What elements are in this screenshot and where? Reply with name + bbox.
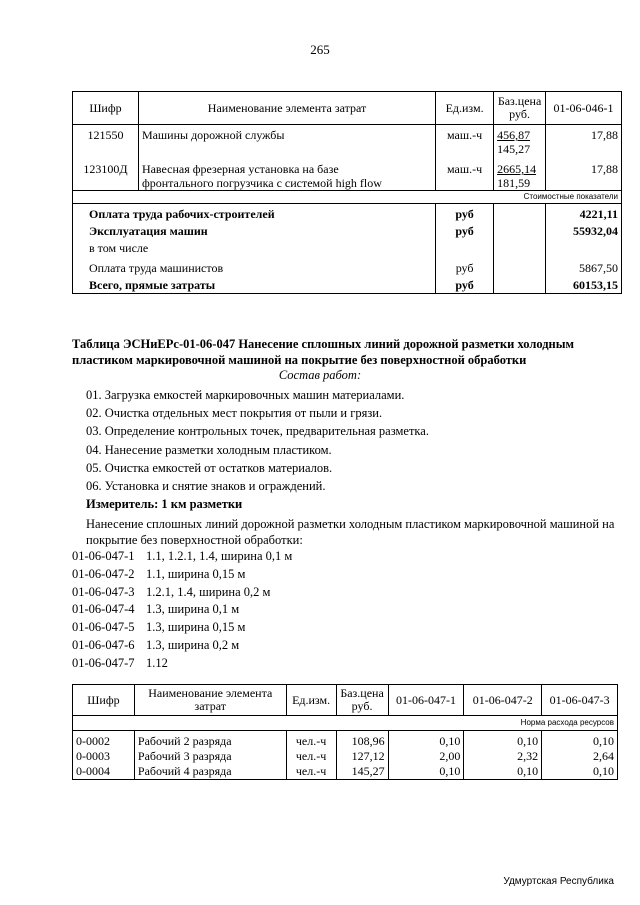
description: Нанесение сплошных линий дорожной разметки холодным пластиком маркировочной машиной на покрытие без поверхностной обработки: — [86, 517, 615, 547]
row-price: 145,27 — [336, 764, 388, 780]
section-row — [73, 716, 618, 731]
summary-empty — [494, 222, 546, 239]
summary-value: 60153,15 — [546, 276, 622, 294]
header-code: Шифр — [73, 92, 139, 125]
row-value: 0,10 — [542, 764, 618, 780]
row-value: 0,10 — [388, 731, 464, 750]
header-price: Баз.цена руб. — [494, 92, 546, 125]
header-norm-code: 01-06-046-1 — [546, 92, 622, 125]
summary-row — [73, 222, 622, 239]
list-item — [72, 548, 292, 566]
section-label: Стоимостные показатели — [73, 191, 622, 204]
work-heading: Состав работ: — [278, 368, 362, 382]
summary-label: Эксплуатация машин — [73, 222, 436, 239]
header-name: Наименование элемента затрат — [138, 92, 435, 125]
section-label: Норма расхода ресурсов — [73, 716, 618, 731]
row-value: 0,10 — [464, 731, 542, 750]
row-price — [494, 156, 546, 191]
header-norm-code: 01-06-047-2 — [464, 685, 542, 716]
list-item: 05. Очистка емкостей от остатков материалов. — [86, 460, 333, 475]
table-title: Таблица ЭСНиЕРс-01-06-047 Нанесение сплошных линий дорожной разметки холодным пластиком маркировочной машиной на покрытие без поверхностной обработки — [72, 337, 575, 367]
header-price: Баз.цена руб. — [336, 685, 388, 716]
summary-empty — [546, 239, 622, 256]
table-row — [73, 125, 622, 157]
row-code: 0-0002 — [73, 731, 135, 750]
row-unit: чел.-ч — [286, 731, 336, 750]
row-value: 2,32 — [464, 749, 542, 764]
code-text: 1.3, ширина 0,15 м — [146, 620, 246, 635]
header-unit: Ед.изм. — [286, 685, 336, 716]
list-item — [72, 566, 292, 584]
row-value: 0,10 — [464, 764, 542, 780]
table-row — [73, 156, 622, 191]
row-code: 123100Д — [73, 156, 139, 191]
list-item: 04. Нанесение разметки холодным пластиком. — [86, 442, 332, 457]
row-name: Машины дорожной службы — [138, 125, 435, 157]
header-name: Наименование элемента затрат — [134, 685, 286, 716]
summary-value: 5867,50 — [546, 256, 622, 276]
summary-empty — [494, 204, 546, 223]
row-code: 0-0004 — [73, 764, 135, 780]
summary-row — [73, 276, 622, 294]
list-item: 06. Установка и снятие знаков и ограждений. — [86, 479, 326, 494]
wage-value: 181,59 — [497, 176, 531, 190]
summary-empty — [494, 256, 546, 276]
row-name — [138, 156, 435, 191]
summary-label: Всего, прямые затраты — [73, 276, 436, 294]
summary-row — [73, 239, 622, 256]
code-text: 1.1, 1.2.1, 1.4, ширина 0,1 м — [146, 549, 293, 563]
row-unit: маш.-ч — [436, 156, 494, 191]
summary-row — [73, 204, 622, 223]
summary-unit: руб — [436, 222, 494, 239]
summary-value: 4221,11 — [546, 204, 622, 223]
measure-unit: Измеритель: 1 км разметки — [86, 497, 243, 511]
row-code: 121550 — [73, 125, 139, 157]
row-price: 127,12 — [336, 749, 388, 764]
row-name: Рабочий 2 разряда — [134, 731, 286, 750]
code-text: 1.1, ширина 0,15 м — [146, 566, 246, 581]
price-value: 2665,14 — [497, 162, 537, 176]
header-unit: Ед.изм. — [436, 92, 494, 125]
row-value: 0,10 — [388, 764, 464, 780]
footer-region: Удмуртская Республика — [503, 876, 614, 887]
code-text: 1.3, ширина 0,1 м — [146, 602, 240, 617]
row-price — [494, 125, 546, 157]
list-item — [72, 601, 292, 619]
row-value: 2,00 — [388, 749, 464, 764]
row-value: 0,10 — [542, 731, 618, 750]
section-row — [73, 191, 622, 204]
header-norm-code: 01-06-047-3 — [542, 685, 618, 716]
row-value: 2,64 — [542, 749, 618, 764]
operations-list — [86, 386, 429, 495]
code: 01-06-047-7 — [72, 655, 135, 670]
code: 01-06-047-2 — [72, 566, 135, 581]
list-item — [72, 619, 292, 637]
row-name-line: Навесная фрезерная установка на базе — [141, 162, 339, 176]
table-header-row — [73, 92, 622, 125]
page-number: 265 — [310, 42, 330, 57]
table-row — [73, 731, 618, 750]
summary-unit: руб — [436, 276, 494, 294]
table-row — [73, 749, 618, 764]
list-item — [72, 637, 292, 655]
summary-label: Оплата труда рабочих-строителей — [73, 204, 436, 223]
row-name: Рабочий 3 разряда — [134, 749, 286, 764]
code: 01-06-047-3 — [72, 584, 135, 599]
summary-empty — [494, 276, 546, 294]
list-item — [72, 584, 292, 602]
row-unit: чел.-ч — [286, 764, 336, 780]
summary-empty — [494, 239, 546, 256]
row-name-line: фронтального погрузчика с системой high flow — [141, 176, 382, 190]
list-item: 02. Очистка отдельных мест покрытия от пыли и грязи. — [86, 406, 383, 421]
code-text: 1.3, ширина 0,2 м — [146, 637, 240, 652]
list-item: 01. Загрузка емкостей маркировочных машин материалами. — [86, 388, 405, 402]
row-value: 17,88 — [546, 156, 622, 191]
row-unit: чел.-ч — [286, 749, 336, 764]
header-code: Шифр — [73, 685, 135, 716]
row-value: 17,88 — [546, 125, 622, 157]
row-code: 0-0003 — [73, 749, 135, 764]
row-price: 108,96 — [336, 731, 388, 750]
code: 01-06-047-6 — [72, 637, 135, 652]
header-norm-code: 01-06-047-1 — [388, 685, 464, 716]
codes-list — [72, 548, 292, 673]
code: 01-06-047-5 — [72, 620, 135, 635]
row-name: Рабочий 4 разряда — [134, 764, 286, 780]
code: 01-06-047-1 — [72, 549, 135, 563]
list-item: 03. Определение контрольных точек, предварительная разметка. — [86, 424, 429, 439]
price-value: 456,87 — [497, 128, 531, 142]
summary-label: в том числе — [73, 239, 436, 256]
table-header-row — [73, 685, 618, 716]
summary-row — [73, 256, 622, 276]
resource-table-047 — [72, 684, 618, 780]
wage-value: 145,27 — [497, 142, 531, 156]
code-text: 1.2.1, 1.4, ширина 0,2 м — [146, 584, 271, 599]
summary-value: 55932,04 — [546, 222, 622, 239]
list-item — [72, 655, 292, 673]
summary-unit: руб — [436, 256, 494, 276]
cost-table-046 — [72, 91, 622, 294]
summary-unit: руб — [436, 204, 494, 223]
code-text: 1.12 — [146, 655, 168, 670]
code: 01-06-047-4 — [72, 602, 135, 617]
summary-empty — [436, 239, 494, 256]
table-row — [73, 764, 618, 780]
summary-label: Оплата труда машинистов — [73, 256, 436, 276]
row-unit: маш.-ч — [436, 125, 494, 157]
